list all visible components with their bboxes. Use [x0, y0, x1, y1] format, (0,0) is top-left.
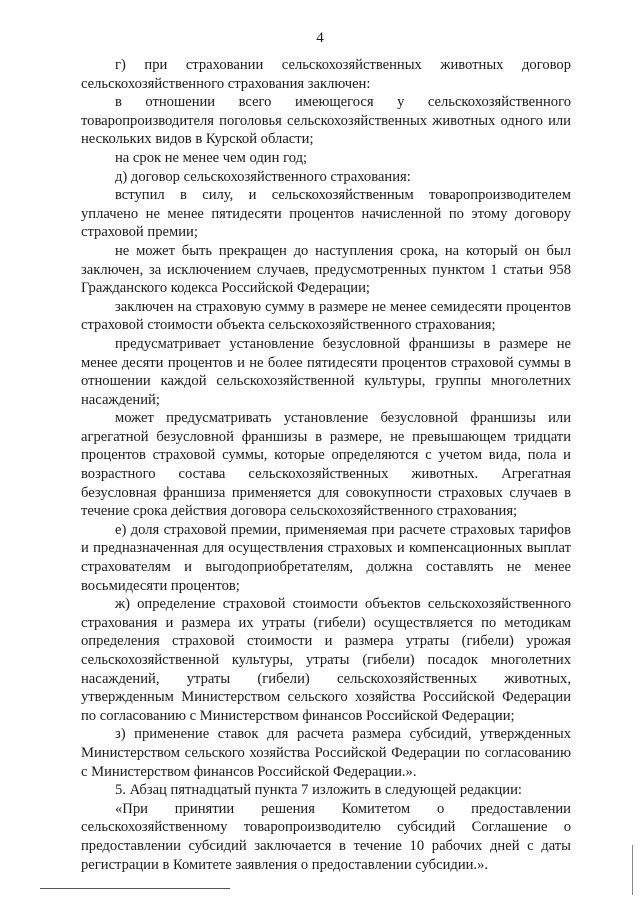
paragraph: в отношении всего имеющегося у сельскохозяйственного товаропроизводителя поголовья сельскохозяйственных животных одного или нескольких видов в Курской области; — [81, 94, 571, 148]
paragraph: «При принятии решения Комитетом о предоставлении сельскохозяйственному товаропроизводителю субсидий Соглашение о предоставлении субсидий заключается в течение 10 рабочих дней с даты регистрации в Комитете заявления о предоставлении субсидии.». — [81, 800, 571, 873]
paragraph: на срок не менее чем один год; — [115, 149, 308, 166]
page-number: 4 — [316, 30, 324, 46]
document-body — [81, 56, 571, 874]
paragraph: е) доля страховой премии, применяемая при расчете страховых тарифов и предназначенная для осуществления страховых и компенсационных выплат страхователям и выгодоприобретателям, должна составлять не менее восьмидесяти процентов; — [81, 521, 571, 594]
paragraph: может предусматривать установление безусловной франшизы или агрегатной безусловной франшизы в размере, не превышающем тридцати процентов страховой суммы, которые определяются с учетом вида, пола и возрастного состава сельскохозяйственных животных. Агрегатная безусловная франшиза применяется для совокупности страховых случаев в течение срока действия договора сельскохозяйственного страхования; — [81, 410, 571, 520]
paragraph: предусматривает установление безусловной франшизы в размере не менее десяти процентов и не более пятидесяти процентов страховой суммы в отношении каждой сельскохозяйственной культуры, группы многолетних насаждений; — [81, 335, 571, 408]
paragraph: заключен на страховую сумму в размере не менее семидесяти процентов страховой стоимости объекта сельскохозяйственного страхования; — [81, 298, 571, 334]
paragraph: д) договор сельскохозяйственного страхования: — [115, 168, 411, 185]
paragraph: ж) определение страховой стоимости объектов сельскохозяйственного страхования и размера их утраты (гибели) осуществляется по методикам определения страховой стоимости и размера утраты (гибели) урожая сельскохозяйственной культуры, утраты (гибели) посадок многолетних насаждений, утраты (гибели) сельскохозяйственных животных, утвержденным Министерством сельского хозяйства Российской Федерации по согласованию с Министерством финансов Российской Федерации; — [81, 596, 571, 724]
paragraph: 5. Абзац пятнадцатый пункта 7 изложить в следующей редакции: — [115, 782, 522, 799]
paragraph: г) при страховании сельскохозяйственных животных договор сельскохозяйственного страхования заключен: — [81, 57, 571, 92]
scan-edge-mark — [632, 845, 633, 895]
paragraph: вступил в силу, и сельскохозяйственным товаропроизводителем уплачено не менее пятидесяти процентов начисленной по этому договору страховой премии; — [81, 187, 571, 241]
paragraph: не может быть прекращен до наступления срока, на который он был заключен, за исключением случаев, предусмотренных пунктом 1 статьи 958 Гражданского кодекса Российской Федерации; — [81, 242, 571, 297]
footer-divider — [40, 888, 230, 889]
paragraph: з) применение ставок для расчета размера субсидий, утвержденных Министерством сельского хозяйства Российской Федерации по согласованию с Министерством финансов Российской Федерации.». — [81, 726, 571, 780]
